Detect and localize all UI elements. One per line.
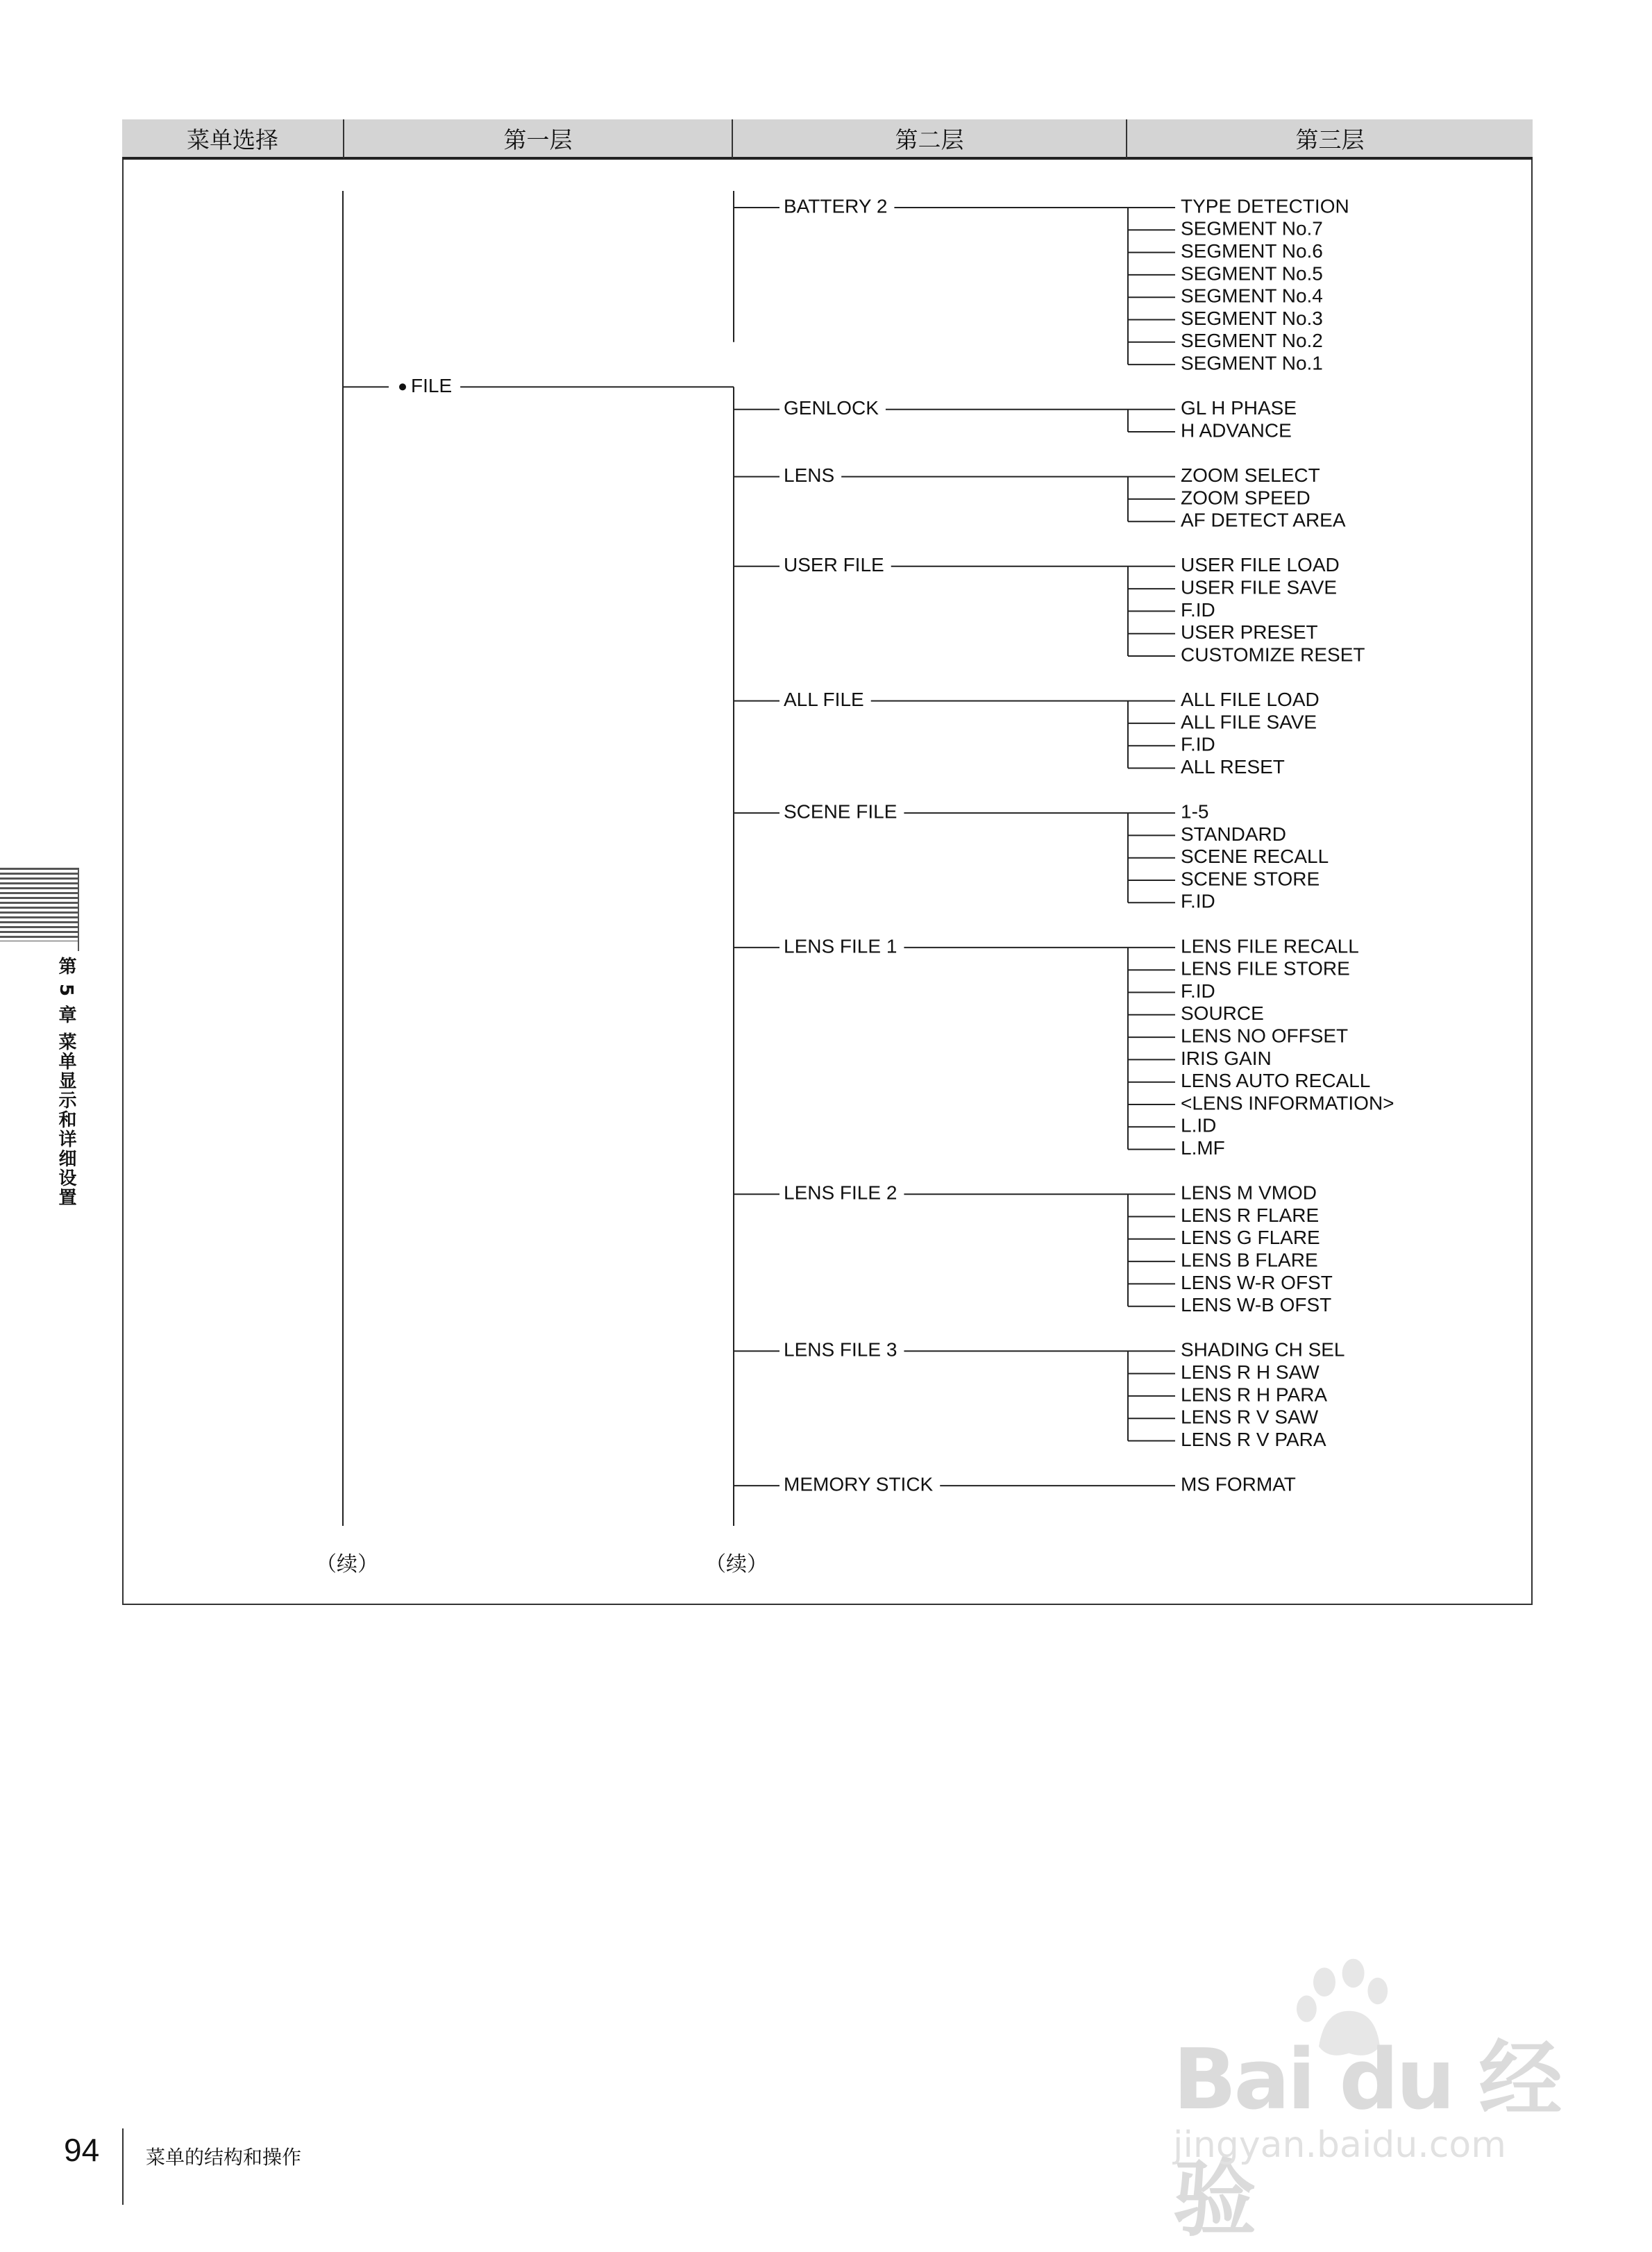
header-layer-2: 第二层 <box>733 119 1127 160</box>
layer3-item: LENS R H PARA <box>1181 1384 1328 1406</box>
layer2-item: SCENE FILE <box>784 800 897 823</box>
layer3-item: LENS FILE STORE <box>1181 957 1350 980</box>
layer3-item: LENS AUTO RECALL <box>1181 1070 1371 1092</box>
layer3-item: LENS NO OFFSET <box>1181 1025 1349 1047</box>
layer3-item: IRIS GAIN <box>1181 1047 1272 1069</box>
layer2-item: ALL FILE <box>784 688 864 710</box>
layer3-item: SOURCE <box>1181 1002 1264 1025</box>
layer3-item: GL H PHASE <box>1181 397 1297 419</box>
bullet-icon <box>399 383 406 390</box>
layer1-item-file: FILE <box>411 374 453 396</box>
layer3-item: SCENE STORE <box>1181 868 1320 890</box>
layer3-item: ALL FILE LOAD <box>1181 688 1320 710</box>
layer3-item: LENS B FLARE <box>1181 1249 1318 1271</box>
header-layer-3: 第三层 <box>1127 119 1533 160</box>
layer3-item: ALL RESET <box>1181 755 1285 778</box>
continued-label-layer2: （续） <box>705 1552 768 1577</box>
layer3-item: AF DETECT AREA <box>1181 509 1346 531</box>
layer3-item: SHADING CH SEL <box>1181 1338 1345 1361</box>
watermark-url: jingyan.baidu.com <box>1173 2124 1506 2166</box>
layer3-item: LENS R FLARE <box>1181 1204 1320 1226</box>
layer3-item: USER FILE LOAD <box>1181 554 1340 576</box>
chapter-tab-rule <box>78 868 79 951</box>
layer2-item: LENS <box>784 464 835 486</box>
chapter-tab-stripes <box>0 868 78 941</box>
layer3-item: LENS W-B OFST <box>1181 1294 1332 1316</box>
layer3-item: LENS M VMOD <box>1181 1182 1317 1204</box>
layer3-item: MS FORMAT <box>1181 1473 1296 1495</box>
layer3-item: LENS W-R OFST <box>1181 1271 1333 1293</box>
header-menu-select: 菜单选择 <box>122 119 344 160</box>
layer3-item: ZOOM SELECT <box>1181 464 1320 486</box>
layer3-item: 1-5 <box>1181 800 1209 823</box>
layer3-item: LENS R V PARA <box>1181 1428 1326 1450</box>
layer3-item: SEGMENT No.4 <box>1181 285 1323 307</box>
watermark-brand: Bai du 经验 <box>1173 2032 1560 2248</box>
layer3-item: SEGMENT No.1 <box>1181 352 1323 374</box>
layer3-item: LENS R H SAW <box>1181 1361 1320 1383</box>
baidu-watermark <box>1173 1958 1562 2248</box>
layer3-item: SCENE RECALL <box>1181 846 1329 868</box>
layer3-item: SEGMENT No.3 <box>1181 307 1323 329</box>
layer3-item: STANDARD <box>1181 823 1286 845</box>
layer2-item: USER FILE <box>784 554 884 576</box>
layer2-item: LENS FILE 1 <box>784 935 897 957</box>
layer3-item: SEGMENT No.5 <box>1181 262 1323 285</box>
layer3-item: CUSTOMIZE RESET <box>1181 644 1365 666</box>
layer3-item: H ADVANCE <box>1181 419 1292 442</box>
layer3-item: LENS FILE RECALL <box>1181 935 1359 957</box>
page-number: 94 <box>64 2132 100 2168</box>
layer3-item: ALL FILE SAVE <box>1181 711 1317 733</box>
layer3-item: F.ID <box>1181 598 1215 621</box>
layer3-item: F.ID <box>1181 980 1215 1002</box>
layer3-item: L.ID <box>1181 1114 1217 1136</box>
layer3-item: <LENS INFORMATION> <box>1181 1092 1394 1114</box>
layer3-item: SEGMENT No.7 <box>1181 217 1323 240</box>
layer3-item: LENS R V SAW <box>1181 1406 1319 1428</box>
footer-section-title: 菜单的结构和操作 <box>146 2146 302 2169</box>
header-layer-1: 第一层 <box>344 119 733 160</box>
layer3-item: USER FILE SAVE <box>1181 576 1338 598</box>
continued-label-layer1: （续） <box>316 1552 378 1577</box>
layer3-item: L.MF <box>1181 1136 1225 1159</box>
layer3-item: LENS G FLARE <box>1181 1227 1320 1249</box>
footer-divider <box>122 2128 124 2205</box>
layer3-item: TYPE DETECTION <box>1181 195 1349 217</box>
layer2-item: LENS FILE 2 <box>784 1182 897 1204</box>
layer3-item: USER PRESET <box>1181 621 1318 644</box>
layer2-item: MEMORY STICK <box>784 1473 934 1495</box>
chapter-side-label: 第 5 章 菜单显示和详细设置 <box>56 957 76 1208</box>
layer2-item: BATTERY 2 <box>784 195 888 217</box>
layer2-item: GENLOCK <box>784 397 879 419</box>
layer2-item: LENS FILE 3 <box>784 1338 897 1361</box>
layer3-item: F.ID <box>1181 733 1215 755</box>
layer3-item: SEGMENT No.2 <box>1181 330 1323 352</box>
layer3-item: SEGMENT No.6 <box>1181 240 1323 262</box>
layer3-item: F.ID <box>1181 890 1215 912</box>
layer3-item: ZOOM SPEED <box>1181 487 1310 509</box>
